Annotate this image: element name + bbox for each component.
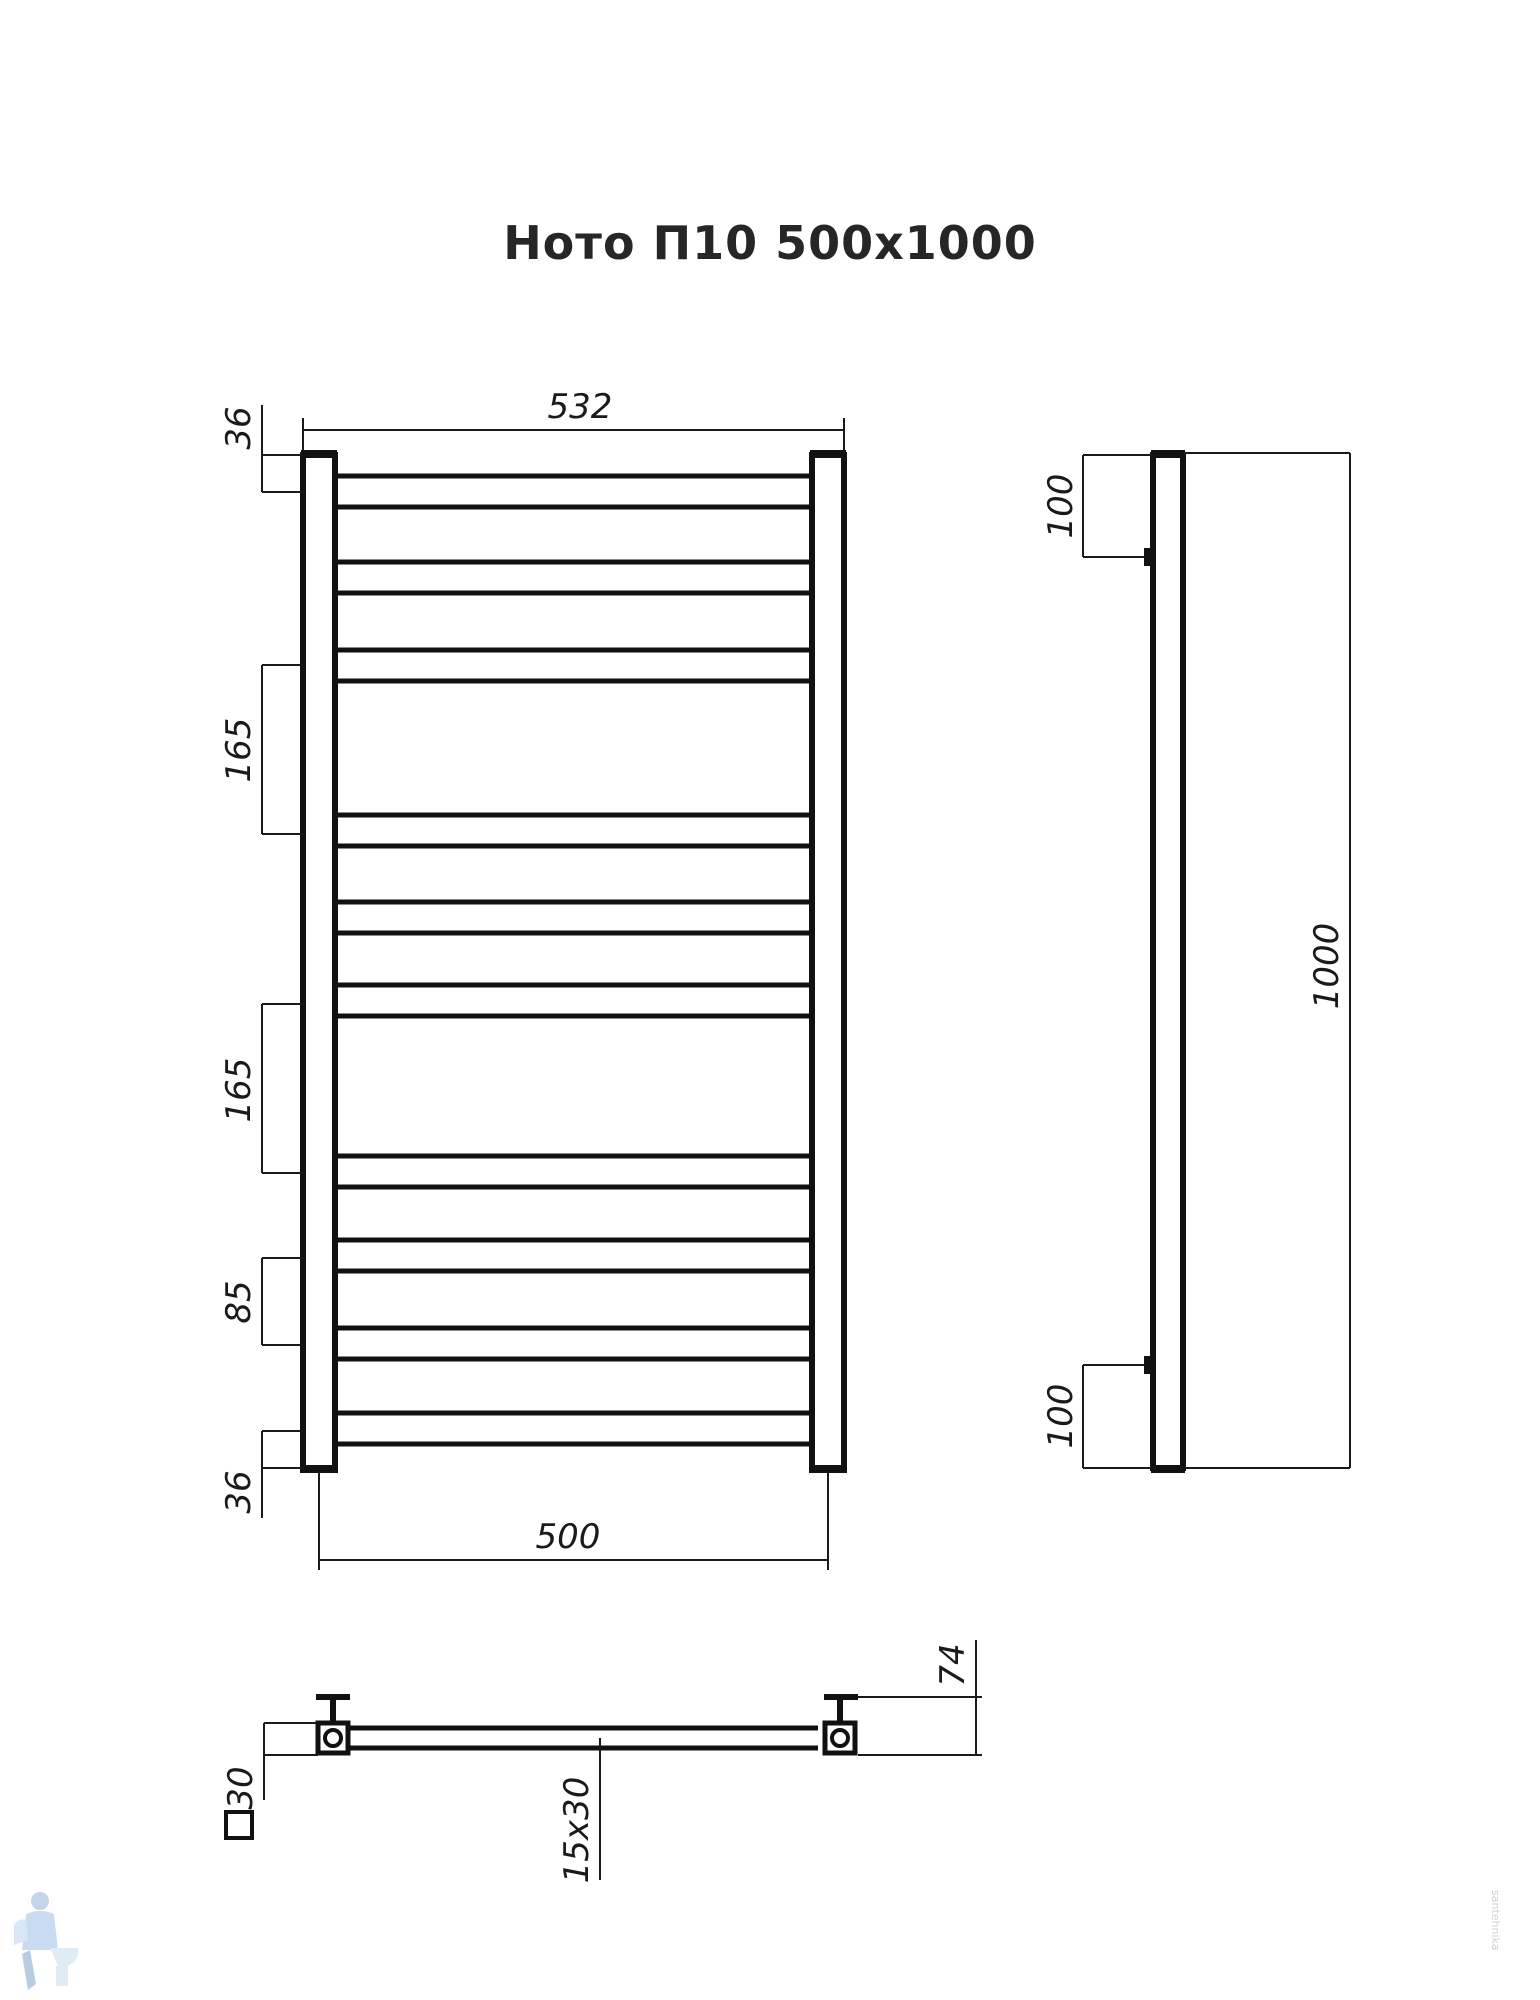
left-post [303, 455, 335, 1470]
dim-wall-distance: 74 [933, 1643, 973, 1687]
left-dimensions [219, 405, 303, 1518]
dim-gap-middle: 165 [219, 1057, 259, 1123]
side-post-base [1151, 1465, 1185, 1473]
left-post-base [301, 1465, 337, 1473]
dim-center-distance: 500 [535, 1517, 601, 1557]
side-post [1153, 455, 1183, 1468]
dim-top-offset: 36 [219, 406, 259, 450]
left-fitting [316, 1697, 350, 1753]
left-post-cap [301, 450, 337, 458]
top-view [221, 1640, 982, 1883]
dim-post-section: 30 [221, 1766, 261, 1810]
dim-overall-width: 532 [547, 387, 613, 427]
dim-gap-lower: 85 [219, 1280, 259, 1324]
dim-bottom-offset: 36 [219, 1470, 259, 1514]
dim-profile: 15x30 [557, 1776, 597, 1884]
dim-bracket-bottom: 100 [1041, 1383, 1081, 1449]
side-bracket-top [1144, 548, 1153, 566]
front-view [219, 387, 846, 1570]
plumber-logo-icon [14, 1892, 78, 1990]
dim-height: 1000 [1307, 922, 1347, 1010]
side-view [1041, 450, 1350, 1473]
dim-bracket-top: 100 [1041, 473, 1081, 539]
crossbar-group [335, 476, 812, 1444]
side-bracket-bottom [1144, 1356, 1153, 1374]
square-symbol-icon [226, 1812, 252, 1838]
right-post-cap [810, 450, 846, 458]
right-post [812, 455, 844, 1470]
side-post-cap [1151, 450, 1185, 458]
dim-gap-upper: 165 [219, 717, 259, 783]
right-post-base [810, 1465, 846, 1473]
right-fitting [824, 1697, 858, 1753]
side-watermark: santehnika [1489, 1890, 1502, 1951]
drawing-title: Ното П10 500x1000 [503, 216, 1037, 270]
